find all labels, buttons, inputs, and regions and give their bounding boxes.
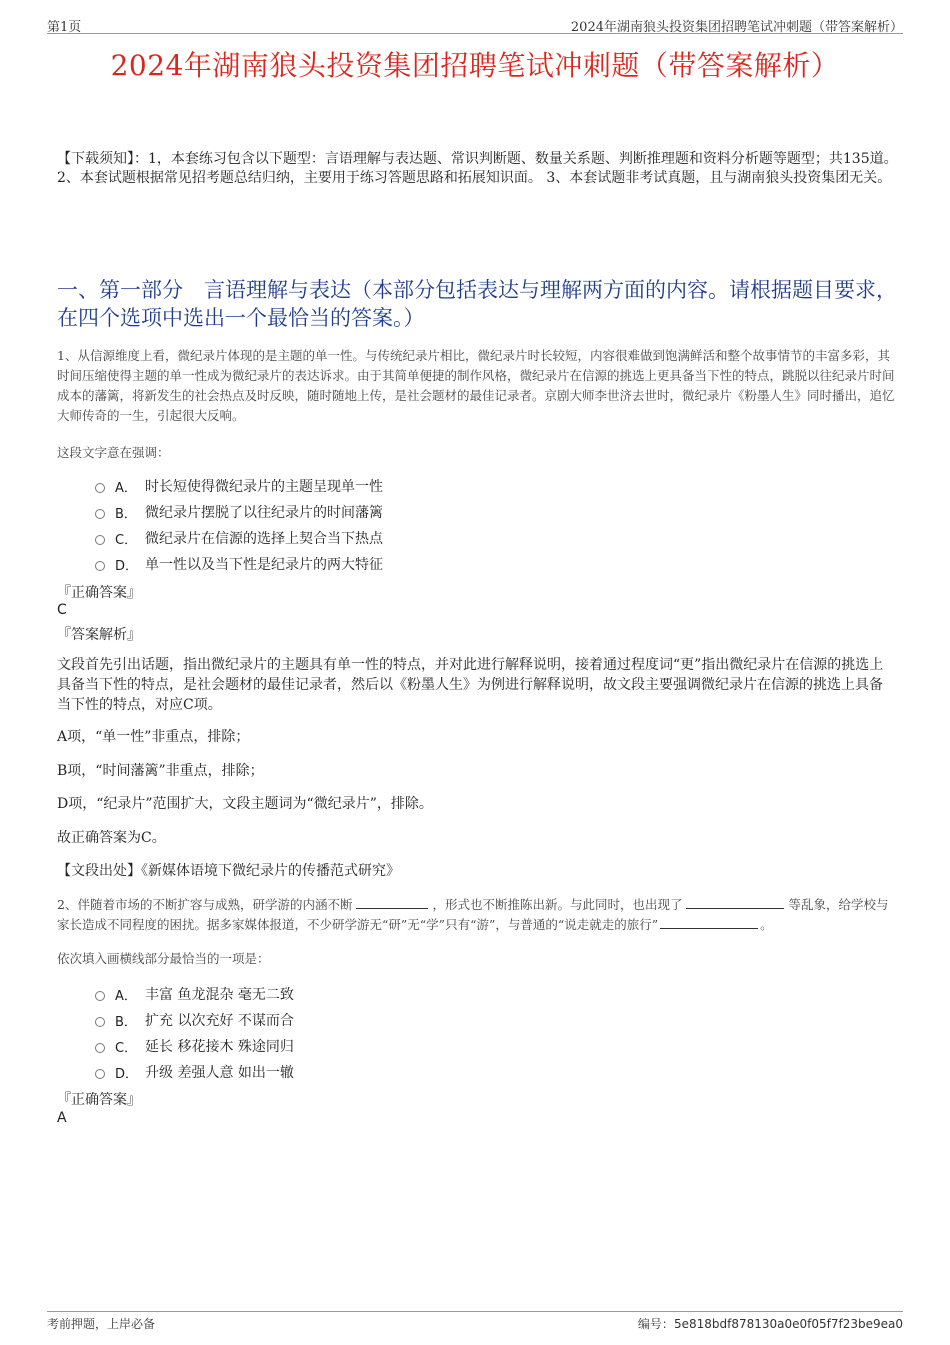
answer-label: 『正确答案』 [57, 585, 141, 601]
header-divider [47, 33, 903, 34]
source-citation: 【文段出处】《新媒体语境下微纪录片的传播范式研究》 [57, 863, 400, 879]
radio-icon[interactable] [95, 991, 105, 1001]
option-c[interactable]: C． 延长 移花接木 殊途同归 [95, 1033, 294, 1059]
radio-icon[interactable] [95, 483, 105, 493]
radio-icon[interactable] [95, 535, 105, 545]
answer-value: A [57, 1110, 67, 1126]
footer-code: 编号：5e818bdf878130a0e0f05f7f23be9ea0 [637, 1317, 903, 1331]
analysis-text: 文段首先引出话题，指出微纪录片的主题具有单一性的特点，并对此进行解释说明，接着通过程度词“更”指出微纪录片在信源的挑选上具备当下性的特点，是社会题材的最佳记录者，然后以《粉墨人生》为例进行解释说明，故文段主要强调微纪录片在信源的挑选上具备当下性的特点，对应C项。 [57, 657, 884, 713]
analysis-label: 『答案解析』 [57, 627, 141, 643]
option-d[interactable]: D． 单一性以及当下性是纪录片的两大特征 [95, 551, 383, 577]
radio-icon[interactable] [95, 1017, 105, 1027]
answer-value: C [57, 602, 67, 618]
fill-blank[interactable] [686, 895, 784, 909]
answer-label: 『正确答案』 [57, 1092, 141, 1108]
question-2-prompt: 依次填入画横线部分最恰当的一项是： [57, 951, 270, 966]
header-doc-title: 2024年湖南狼头投资集团招聘笔试冲刺题（带答案解析） [570, 20, 903, 35]
radio-icon[interactable] [95, 509, 105, 519]
analysis-line-b: B项，“时间藩篱”非重点，排除； [57, 763, 264, 779]
analysis-line-d: D项，“纪录片”范围扩大，文段主题词为“微纪录片”，排除。 [57, 796, 433, 812]
download-notice: 【下载须知】：1，本套练习包含以下题型：言语理解与表达题、常识判断题、数量关系题、判断推理题和资料分析题等题型；共135道。 2、本套试题根据常见招考题总结归纳，主要用于练习答题思路和拓展知识面。 3、本套试题非考试真题，且与湖南狼头投资集团无关。 [57, 151, 898, 186]
question-1-options [95, 473, 383, 577]
footer-divider [47, 1311, 903, 1312]
option-c[interactable]: C． 微纪录片在信源的选择上契合当下热点 [95, 525, 383, 551]
option-b[interactable]: B． 扩充 以次充好 不谋而合 [95, 1007, 294, 1033]
question-2-options [95, 981, 294, 1085]
question-1-text: 1、从信源维度上看，微纪录片体现的是主题的单一性。与传统纪录片相比，微纪录片时长较短，内容很难做到饱满鲜活和整个故事情节的丰富多彩，其时间压缩使得主题的单一性成为微纪录片的表达诉求。由于其简单便捷的制作风格，微纪录片在信源的挑选上更具备当下性的特点，跳脱以往纪录片时间成本的藩篱，将新发生的社会热点及时反映，随时随地上传，是社会题材的最佳记录者。京剧大师李世济去世时，微纪录片《粉墨人生》同时播出，追忆大师传奇的一生，引起很大反响。 [57, 348, 895, 423]
page-number: 第1页 [47, 20, 82, 35]
footer-slogan: 考前押题，上岸必备 [47, 1317, 156, 1331]
option-a[interactable]: A． 丰富 鱼龙混杂 毫无二致 [95, 981, 294, 1007]
radio-icon[interactable] [95, 1043, 105, 1053]
fill-blank[interactable] [660, 915, 758, 929]
fill-blank[interactable] [356, 895, 428, 909]
analysis-line-a: A项，“单一性”非重点，排除； [57, 729, 250, 745]
question-1-prompt: 这段文字意在强调： [57, 445, 170, 460]
analysis-conclusion: 故正确答案为C。 [57, 830, 166, 846]
option-b[interactable]: B． 微纪录片摆脱了以往纪录片的时间藩篱 [95, 499, 383, 525]
option-a[interactable]: A． 时长短使得微纪录片的主题呈现单一性 [95, 473, 383, 499]
radio-icon[interactable] [95, 561, 105, 571]
question-2-text: 2、伴随着市场的不断扩容与成熟，研学游的内涵不断 ，形式也不断推陈出新。与此同时，也出现了 等乱象，给学校与家长造成不同程度的困扰。据多家媒体报道，不少研学游无“研”无“学”只有“游”，与普通的“说走就走的旅行” 。 [57, 897, 889, 932]
radio-icon[interactable] [95, 1069, 105, 1079]
document-title: 2024年湖南狼头投资集团招聘笔试冲刺题（带答案解析） [110, 49, 840, 82]
section-heading: 一、第一部分 言语理解与表达（本部分包括表达与理解两方面的内容。请根据题目要求，在四个选项中选出一个最恰当的答案。） [57, 278, 897, 330]
option-d[interactable]: D． 升级 差强人意 如出一辙 [95, 1059, 294, 1085]
